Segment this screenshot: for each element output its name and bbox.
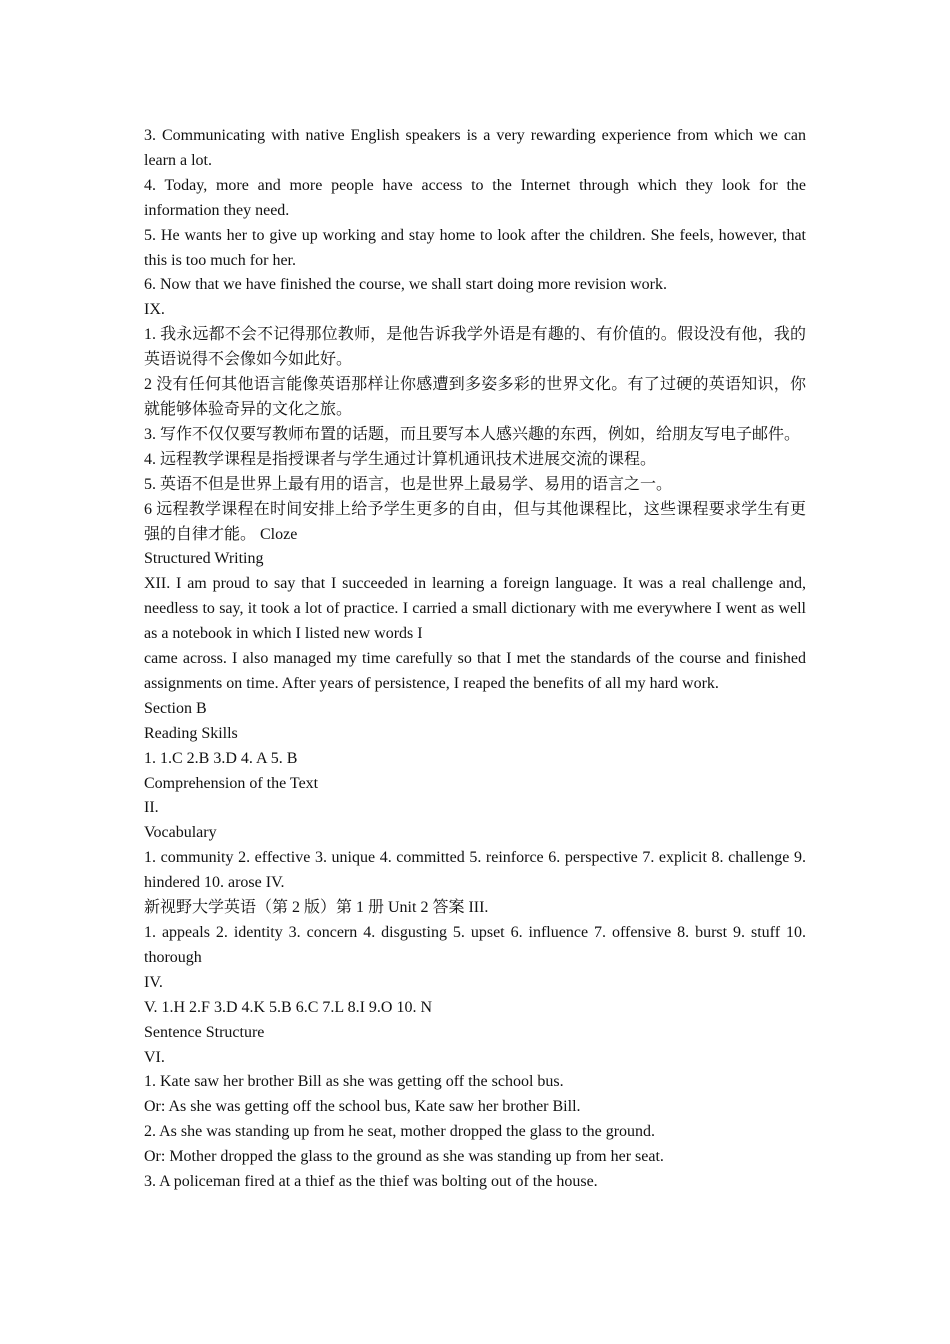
section-heading-comprehension: Comprehension of the Text [144,774,319,792]
paragraph-answer-vi-2-alt: Or: Mother dropped the glass to the ground as she was standing up from her seat. [144,1148,664,1166]
paragraph-answer-ix-4: 4. 远程教学课程是指授课者与学生通过计算机通讯技术进展交流的课程。 [144,450,657,468]
paragraph-answer-vi-1: 1. Kate saw her brother Bill as she was getting off the school bus. [144,1073,564,1091]
paragraph-answer-ix-6: 6 远程教学课程在时间安排上给予学生更多的自由，但与其他课程比，这些课程要求学生有更强的自律才能。 Cloze [144,500,806,543]
paragraph-reading-skills-answers: 1. 1.C 2.B 3.D 4. A 5. B [144,749,298,767]
paragraph-answer-viii-3: 3. Communicating with native English speakers is a very rewarding experience from which we can learn a lot. [144,127,806,169]
section-heading-iv: IV. [144,973,163,991]
section-heading-sentence-structure: Sentence Structure [144,1023,265,1041]
paragraph-vocabulary-answers: 1. community 2. effective 3. unique 4. committed 5. reinforce 6. perspective 7. explicit 8. challenge 9. hindered 10. arose IV. [144,849,806,892]
paragraph-answer-ix-5: 5. 英语不但是世界上最有用的语言，也是世界上最易学、易用的语言之一。 [144,475,673,493]
paragraph-answer-vi-2: 2. As she was standing up from he seat, mother dropped the glass to the ground. [144,1123,656,1141]
section-heading-section-b: Section B [144,699,207,717]
paragraph-answer-viii-5: 5. He wants her to give up working and stay home to look after the children. She feels, however, that this is too much for her. [144,226,806,269]
paragraph-answer-xii-part2: came across. I also managed my time carefully so that I met the standards of the course and finished assignments on time. After years of persistence, I reaped the benefits of all my hard work. [144,650,806,692]
unit-title-line: 新视野大学英语（第 2 版）第 1 册 Unit 2 答案 III. [144,899,489,917]
paragraph-answer-ix-2: 2 没有任何其他语言能像英语那样让你感遭到多姿多彩的世界文化。有了过硬的英语知识，你就能够体验奇异的文化之旅。 [144,376,806,418]
paragraph-answer-vi-1-alt: Or: As she was getting off the school bus, Kate saw her brother Bill. [144,1098,581,1116]
section-heading-structured-writing: Structured Writing [144,550,264,568]
paragraph-answer-ix-1: 1. 我永远都不会不记得那位教师，是他告诉我学外语是有趣的、有价值的。假设没有他，我的英语说得不会像如今如此好。 [144,326,806,369]
paragraph-answer-xii-part1: XII. I am proud to say that I succeeded in learning a foreign language. It was a real challenge and, needless to say, it took a lot of practice. I carried a small dictionary with me everywhere I went as well as a notebook in which I listed new words I [144,575,806,643]
section-heading-reading-skills: Reading Skills [144,724,238,742]
section-heading-vocabulary: Vocabulary [144,824,217,842]
section-heading-ii: II. [144,799,159,817]
document-page [144,124,806,1195]
paragraph-answer-v: V. 1.H 2.F 3.D 4.K 5.B 6.C 7.L 8.I 9.O 10. N [144,998,433,1016]
section-heading-ix: IX. [144,301,165,319]
paragraph-answer-ix-3: 3. 写作不仅仅要写教师布置的话题，而且要写本人感兴趣的东西，例如，给朋友写电子邮件。 [144,425,801,443]
paragraph-answer-viii-6: 6. Now that we have finished the course, we shall start doing more revision work. [144,276,667,294]
paragraph-answer-viii-4: 4. Today, more and more people have access to the Internet through which they look for the information they need. [144,176,806,219]
paragraph-answer-iii: 1. appeals 2. identity 3. concern 4. disgusting 5. upset 6. influence 7. offensive 8. burst 9. stuff 10. thorough [144,924,806,966]
section-heading-vi: VI. [144,1048,165,1066]
paragraph-answer-vi-3: 3. A policeman fired at a thief as the thief was bolting out of the house. [144,1173,598,1191]
